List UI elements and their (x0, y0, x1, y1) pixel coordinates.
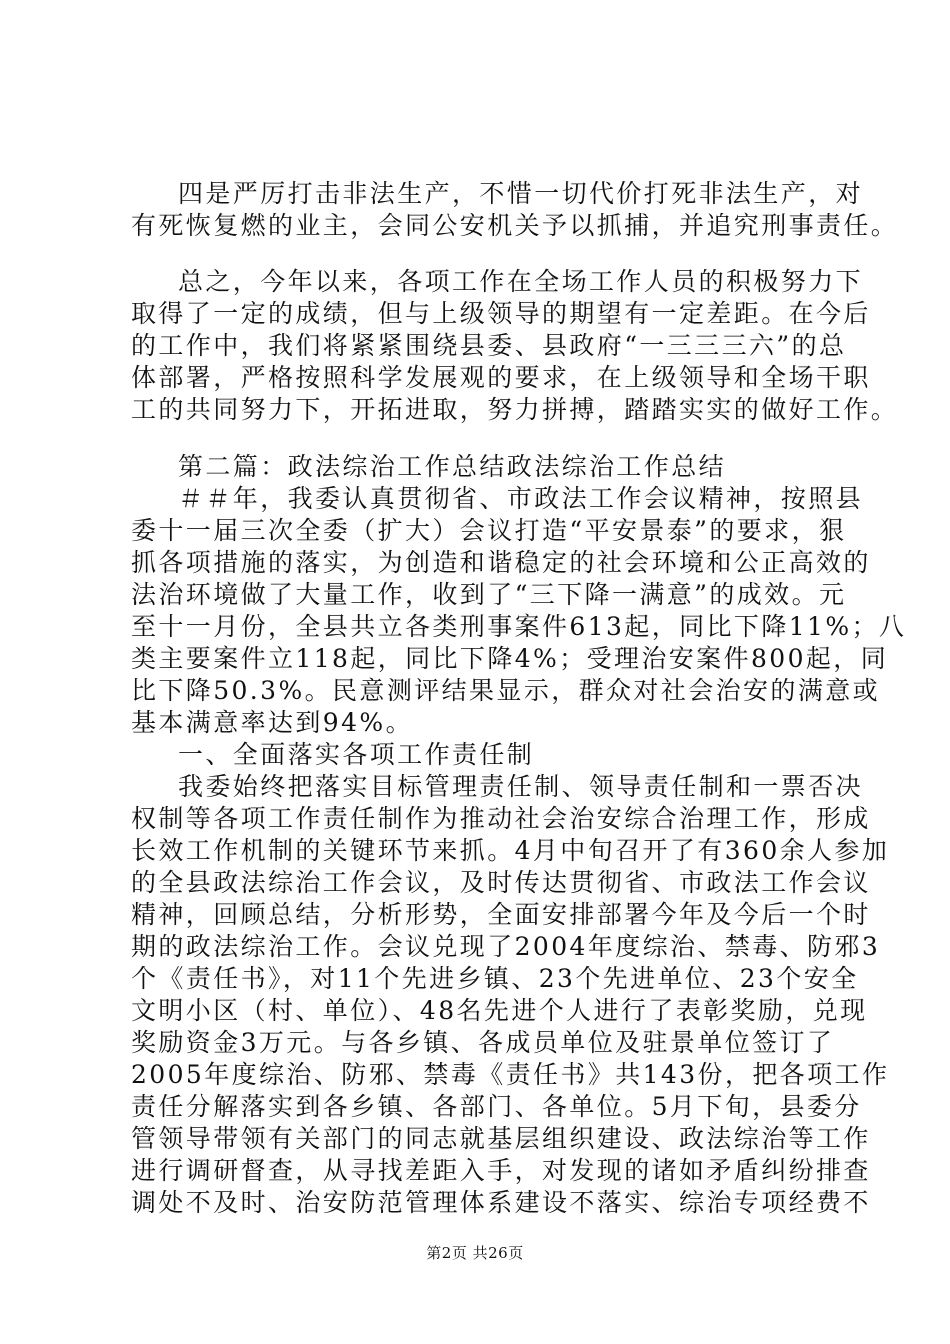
paragraph-4-line-4: 的全县政法综治工作会议，及时传达贯彻省、市政法工作会议 (131, 868, 871, 897)
paragraph-4-line-10: 2005年度综治、防邪、禁毒《责任书》共143份，把各项工作 (131, 1060, 890, 1089)
paragraph-3-line-7: 比下降50.3%。民意测评结果显示，群众对社会治安的满意或 (131, 676, 881, 705)
paragraph-3-line-2: 委十一届三次全委（扩大）会议打造“平安景泰”的要求，狠 (131, 516, 847, 545)
section-title: 第二篇：政法综治工作总结政法综治工作总结 (178, 452, 727, 481)
paragraph-2-line-4: 体部署，严格按照科学发展观的要求，在上级领导和全场干职 (131, 363, 871, 392)
paragraph-2-line-2: 取得了一定的成绩，但与上级领导的期望有一定差距。在今后 (131, 299, 871, 328)
paragraph-4-line-8: 文明小区（村、单位）、48名先进个人进行了表彰奖励，兑现 (131, 996, 868, 1025)
paragraph-4-line-1: 我委始终把落实目标管理责任制、领导责任制和一票否决 (178, 772, 864, 801)
paragraph-2-line-3: 的工作中，我们将紧紧围绕县委、县政府“一三三三六”的总 (131, 331, 847, 360)
paragraph-4-line-3: 长效工作机制的关键环节来抓。4月中旬召开了有360余人参加 (131, 836, 890, 865)
paragraph-3-line-1: ＃＃年，我委认真贯彻省、市政法工作会议精神，按照县 (178, 484, 864, 513)
paragraph-3-line-3: 抓各项措施的落实，为创造和谐稳定的社会环境和公正高效的 (131, 548, 871, 577)
paragraph-4-line-2: 权制等各项工作责任制作为推动社会治安综合治理工作，形成 (131, 804, 871, 833)
paragraph-4-line-11: 责任分解落实到各乡镇、各部门、各单位。5月下旬，县委分 (131, 1092, 862, 1121)
paragraph-4-line-13: 进行调研督查，从寻找差距入手，对发现的诸如矛盾纠纷排查 (131, 1156, 871, 1185)
paragraph-4-line-9: 奖励资金3万元。与各乡镇、各成员单位及驻景单位签订了 (131, 1028, 835, 1057)
page-number-footer: 第2页 共26页 (426, 1244, 524, 1262)
paragraph-2-line-5: 工的共同努力下，开拓进取，努力拼搏，踏踏实实的做好工作。 (131, 395, 899, 424)
paragraph-4-line-6: 期的政法综治工作。会议兑现了2004年度综治、禁毒、防邪3 (131, 932, 881, 961)
paragraph-3-line-4: 法治环境做了大量工作，收到了“三下降一满意”的成效。元 (131, 580, 847, 609)
paragraph-2-line-1: 总之，今年以来，各项工作在全场工作人员的积极努力下 (178, 267, 864, 296)
paragraph-4-line-12: 管领导带领有关部门的同志就基层组织建设、政法综治等工作 (131, 1124, 871, 1153)
paragraph-4-line-5: 精神，回顾总结，分析形势，全面安排部署今年及今后一个时 (131, 900, 871, 929)
paragraph-1-line-2: 有死恢复燃的业主，会同公安机关予以抓捕，并追究刑事责任。 (131, 211, 899, 240)
paragraph-3-line-6: 类主要案件立118起，同比下降4%；受理治安案件800起，同 (131, 644, 889, 673)
paragraph-3-line-5: 至十一月份，全县共立各类刑事案件613起，同比下降11%；八 (131, 612, 907, 641)
paragraph-3-line-8: 基本满意率达到94%。 (131, 708, 413, 737)
paragraph-1-line-1: 四是严厉打击非法生产，不惜一切代价打死非法生产，对 (178, 179, 864, 208)
paragraph-4-line-14: 调处不及时、治安防范管理体系建设不落实、综治专项经费不 (131, 1188, 871, 1217)
heading-1: 一、全面落实各项工作责任制 (178, 740, 535, 769)
paragraph-4-line-7: 个《责任书》，对11个先进乡镇、23个先进单位、23个安全 (131, 964, 859, 993)
